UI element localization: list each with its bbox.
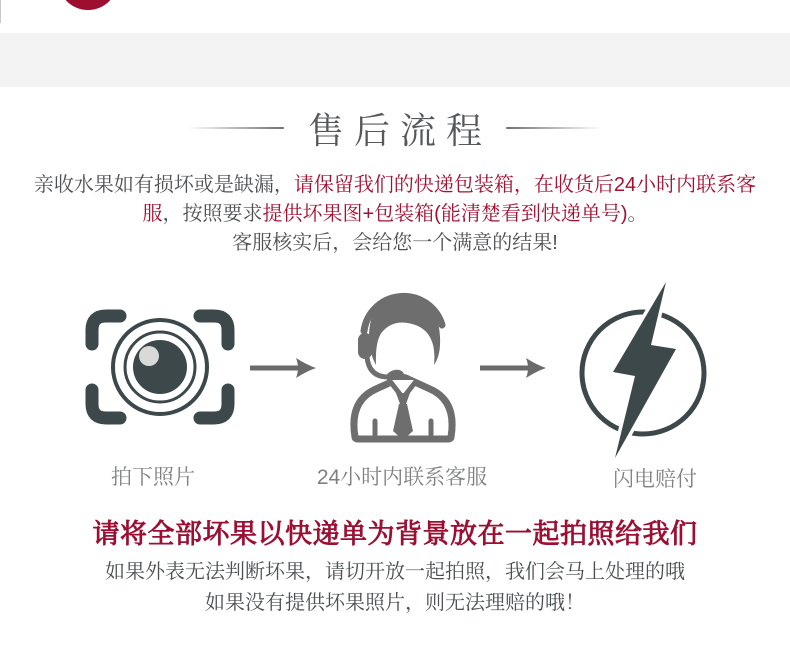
step-label-contact-service: 24小时内联系客服 (316, 466, 488, 489)
notice-text-segment: 服 (142, 203, 163, 225)
warning-subnotes (0, 557, 790, 619)
warning-headline: 请将全部坏果以快递单为背景放在一起拍照给我们 (92, 519, 698, 549)
camera-icon (82, 306, 238, 433)
right-arrow-icon (248, 355, 320, 386)
left-edge-divider (0, 0, 1, 23)
warning-line-2: 如果没有提供坏果照片，则无法理赔的哦！ (205, 592, 585, 614)
notice-text-segment: 提供坏果图+包装箱(能清楚看到快递单号) (262, 203, 628, 225)
step-label-lightning-pay: 闪电赔付 (613, 468, 697, 491)
right-arrow-icon (478, 355, 550, 386)
notice-line (30, 200, 760, 229)
customer-service-icon (342, 281, 464, 448)
lightning-icon (573, 280, 713, 467)
notice-paragraph (30, 171, 760, 258)
title-divider-right (506, 127, 602, 129)
notice-text-segment: 。 (627, 203, 648, 225)
notice-text-segment: 请保留我们的快递包装箱，在收货后24小时内联系客 (293, 174, 757, 196)
notice-text-segment: 客服核实后，会给您一个满意的结果! (232, 232, 558, 254)
notice-line (30, 229, 760, 258)
notice-text-segment: ，按照要求 (162, 203, 263, 225)
section-title-row (0, 103, 790, 153)
brand-logo-circle (58, 0, 118, 10)
header-gray-band (0, 33, 790, 87)
warning-line-1: 如果外表无法判断坏果，请切开放一起拍照，我们会马上处理的哦 (105, 561, 685, 583)
section-title: 售后流程 (307, 109, 492, 151)
notice-line (30, 171, 760, 200)
title-divider-left (188, 127, 284, 129)
step-label-take-photo: 拍下照片 (111, 466, 195, 489)
notice-text-segment: 亲收水果如有损坏或是缺漏， (33, 174, 294, 196)
